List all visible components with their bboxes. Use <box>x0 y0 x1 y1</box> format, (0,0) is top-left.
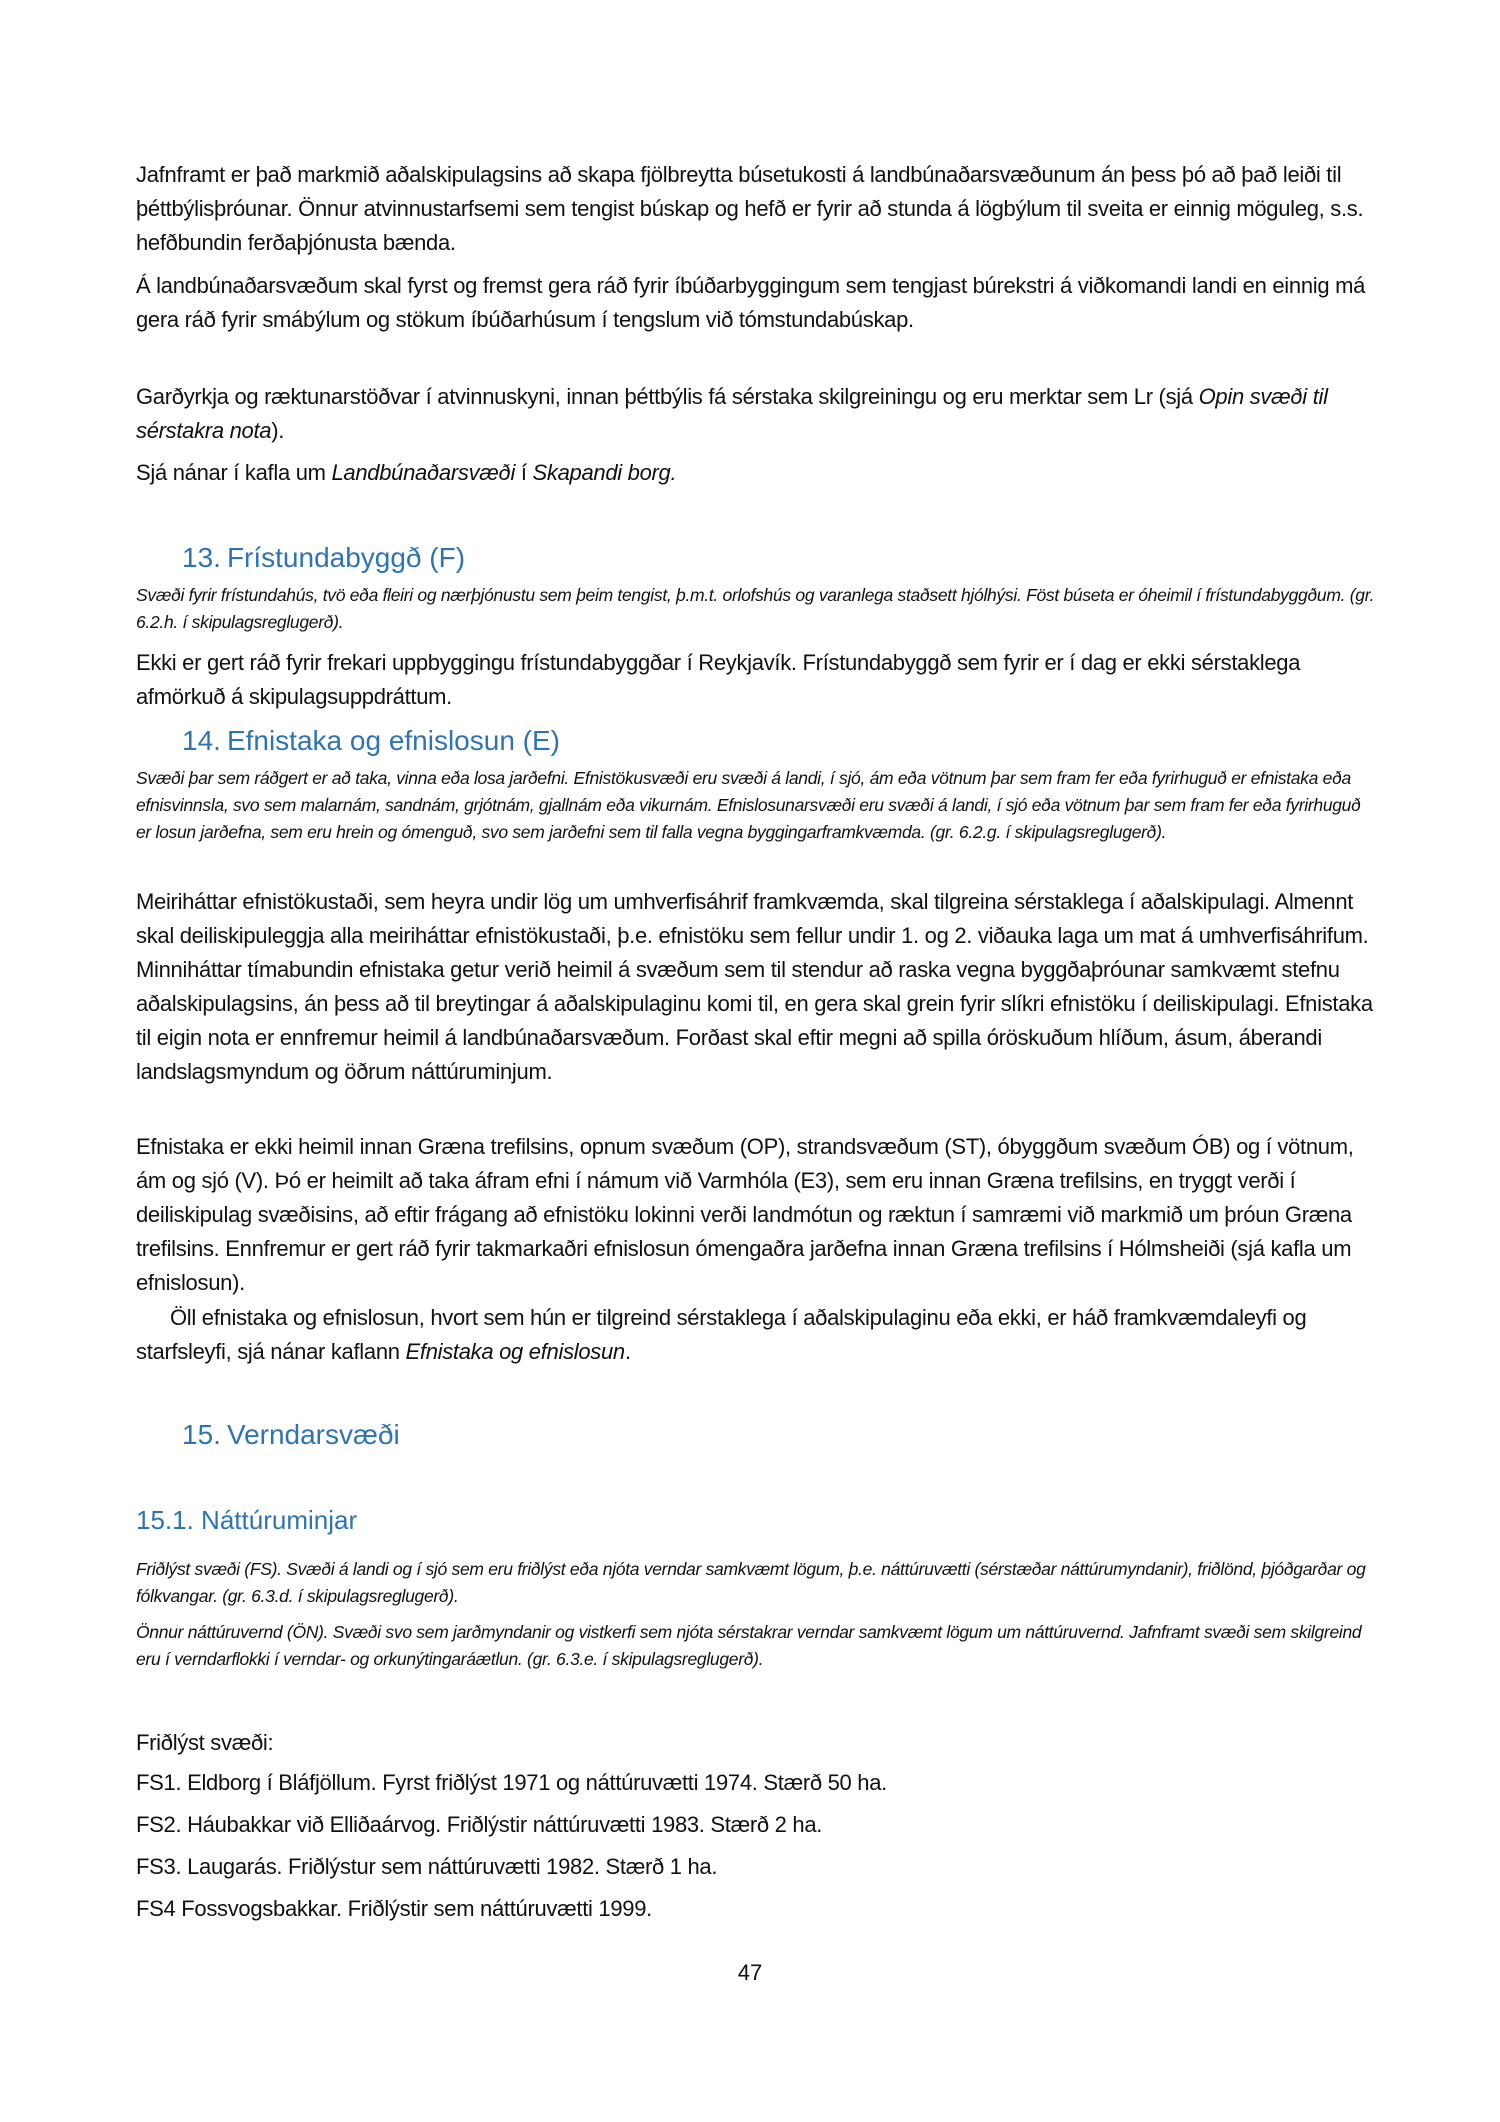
paragraph <box>136 1301 1376 1369</box>
paragraph: Á landbúnaðarsvæðum skal fyrst og fremst gera ráð fyrir íbúðarbyggingum sem tengjast búrekstri á viðkomandi landi en einnig má gera ráð fyrir smábýlum og stökum íbúðarhúsum í tengslum við tómstundabúskap. <box>136 273 1366 332</box>
page-number: 47 <box>737 1960 763 1985</box>
section-heading-14 <box>182 723 1422 759</box>
heading-title: Efnistaka og efnislosun (E) <box>226 725 560 756</box>
list-item: FS1. Eldborg í Bláfjöllum. Fyrst friðlýst 1971 og náttúruvætti 1974. Stærð 50 ha. <box>136 1770 887 1795</box>
paragraph: Ekki er gert ráð fyrir frekari uppbyggingu frístundabyggðar í Reykjavík. Frístundabyggð sem fyrir er í dag er ekki sérstaklega afmörkuð á skipulagsuppdráttum. <box>136 650 1301 709</box>
heading-number: 13. <box>182 542 221 573</box>
reference: Skapandi borg. <box>532 460 677 485</box>
reference: Opin svæði til sérstakra nota <box>136 384 1328 443</box>
definition-text: Friðlýst svæði (FS). Svæði á landi og í sjó sem eru friðlýst eða njóta verndar samkvæmt lögum, þ.e. náttúruvætti (sérstæðar náttúrumyndanir), friðlönd, þjóðgarðar og fólkvangar. (gr. 6.3.d. í skipulagsreglugerð). <box>136 1559 1366 1606</box>
list-item: FS2. Háubakkar við Elliðaárvog. Friðlýstir náttúruvætti 1983. Stærð 2 ha. <box>136 1812 823 1837</box>
paragraph <box>136 380 1376 448</box>
reference: Efnistaka og efnislosun <box>405 1339 625 1364</box>
definition-text: Svæði fyrir frístundahús, tvö eða fleiri og nærþjónustu sem þeim tengist, þ.m.t. orlofshús og varanlega staðsett hjólhýsi. Föst búseta er óheimil í frístundabyggðum. (gr. 6.2.h. í skipulagsreglugerð). <box>136 585 1375 632</box>
text: . <box>624 1339 631 1364</box>
text: Sjá nánar í kafla um <box>136 460 332 485</box>
heading-title: Frístundabyggð (F) <box>226 542 466 573</box>
heading-number: 15. <box>182 1419 221 1450</box>
paragraph: Efnistaka er ekki heimil innan Græna trefilsins, opnum svæðum (OP), strandsvæðum (ST), óbyggðum svæðum ÓB) og í vötnum, ám og sjó (V). Þó er heimilt að taka áfram efni í námum við Varmhóla (E3), sem eru innan Græna trefilsins, en tryggt verði í deiliskipulag svæðisins, að eftir frágang að efnistöku lokinni verði landmótun og ræktun í samræmi við markmið um þróun Græna trefilsins. Ennfremur er gert ráð fyrir takmarkaðri efnislosun ómengaðra jarðefna innan Græna trefilsins í Hólmsheiði (sjá kafla um efnislosun). <box>136 1134 1354 1295</box>
paragraph: Meiriháttar efnistökustaði, sem heyra undir lög um umhverfisáhrif framkvæmda, skal tilgreina sérstaklega í aðalskipulagi. Almennt skal deiliskipuleggja alla meiriháttar efnistökustaði, þ.e. efnistöku sem fellur undir 1. og 2. viðauka laga um mat á umhverfisáhrifum. Minniháttar tímabundin efnistaka getur verið heimil á svæðum sem til stendur að raska vegna byggðaþróunar samkvæmt stefnu aðalskipulagsins, án þess að til breytingar á aðalskipulaginu komi til, en gera skal grein fyrir slíkri efnistöku í deiliskipulagi. Efnistaka til eigin nota er ennfremur heimil á landbúnaðarsvæðum. Forðast skal eftir megni að spilla óröskuðum hlíðum, ásum, áberandi landslagsmyndum og öðrum náttúruminjum. <box>136 889 1373 1084</box>
protected-areas-list <box>136 1762 1376 1930</box>
text: ). <box>271 418 285 443</box>
section-heading-13 <box>182 540 1422 576</box>
heading-number: 14. <box>182 725 221 756</box>
section-heading-15 <box>182 1417 1422 1453</box>
list-item: FS3. Laugarás. Friðlýstur sem náttúruvætti 1982. Stærð 1 ha. <box>136 1854 718 1879</box>
text: í <box>515 460 533 485</box>
paragraph <box>136 456 1376 490</box>
paragraph: Jafnframt er það markmið aðalskipulagsins að skapa fjölbreytta búsetukosti á landbúnaðarsvæðunum án þess þó að það leiði til þéttbýlisþróunar. Önnur atvinnustarfsemi sem tengist búskap og hefð er fyrir að stunda á lögbýlum til sveita er einnig möguleg, s.s. hefðbundin ferðaþjónusta bænda. <box>136 162 1364 255</box>
text: Garðyrkja og ræktunarstöðvar í atvinnuskyni, innan þéttbýlis fá sérstaka skilgreiningu og eru merktar sem Lr (sjá <box>136 384 1199 409</box>
heading-title: Verndarsvæði <box>226 1419 400 1450</box>
definition-text: Önnur náttúruvernd (ÖN). Svæði svo sem jarðmyndanir og vistkerfi sem njóta sérstakrar verndar samkvæmt lögum um náttúruvernd. Jafnframt svæði sem skilgreind eru í verndarflokki í verndar- og orkunýtingaráætlun. (gr. 6.3.e. í skipulagsreglugerð). <box>136 1622 1362 1669</box>
subsection-heading-15-1: 15.1. Náttúruminjar <box>136 1505 358 1535</box>
list-item: FS4 Fossvogsbakkar. Friðlýstir sem náttúruvætti 1999. <box>136 1896 652 1921</box>
list-title: Friðlýst svæði: <box>136 1730 274 1755</box>
reference: Landbúnaðarsvæði <box>331 460 516 485</box>
definition-text: Svæði þar sem ráðgert er að taka, vinna eða losa jarðefni. Efnistökusvæði eru svæði á landi, í sjó, ám eða vötnum þar sem fram fer eða fyrirhuguð er efnistaka eða efnisvinnsla, svo sem malarnám, sandnám, grjótnám, gjallnám eða vikurnám. Efnislosunarsvæði eru svæði á landi, í sjó eða vötnum þar sem fram fer eða fyrirhuguð er losun jarðefna, sem eru hrein og ómenguð, svo sem jarðefni sem til falla vegna byggingarframkvæmda. (gr. 6.2.g. í skipulagsreglugerð). <box>136 768 1361 842</box>
text: Öll efnistaka og efnislosun, hvort sem hún er tilgreind sérstaklega í aðalskipulaginu eða ekki, er háð framkvæmdaleyfi og starfsleyfi, sjá nánar kaflann <box>136 1305 1307 1364</box>
